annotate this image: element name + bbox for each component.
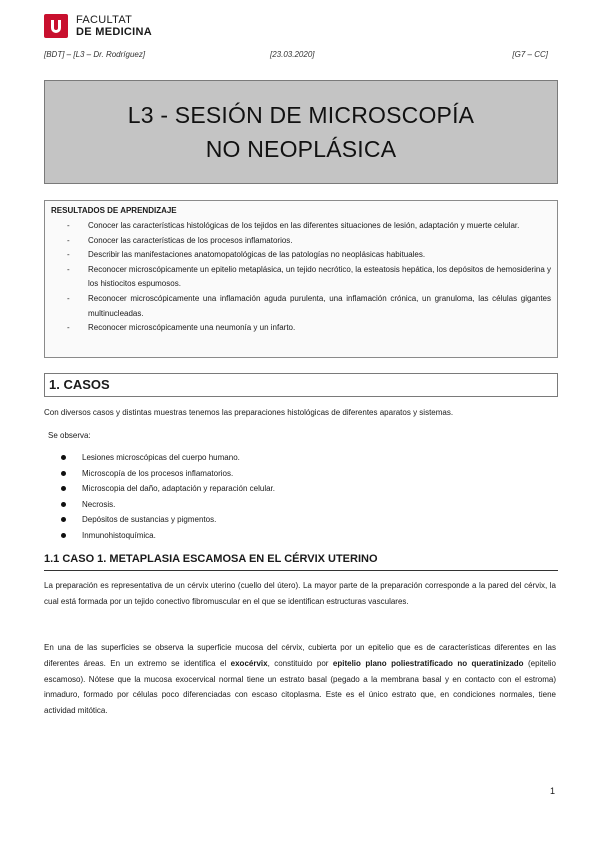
bullet-icon [61, 471, 66, 476]
document-title: L3 - SESIÓN DE MICROSCOPÍA NO NEOPLÁSICA [127, 102, 475, 162]
title-box [44, 80, 558, 184]
list-item: - Reconocer microscópicamente un epitelio metaplásica, un tejido necrótico, la esteatosis hepática, los depósitos de hemosiderina y los histiocitos espumosos. [67, 264, 551, 289]
logo-line-1: FACULTAT [76, 14, 133, 26]
term-exocervix: exocérvix [230, 658, 268, 668]
case1-heading: 1.1 CASO 1. METAPLASIA ESCAMOSA EN EL CÉRVIX UTERINO [44, 550, 558, 571]
list-item: - Conocer las características histológicas de los tejidos en las diferentes situaciones de lesión, adaptación y muerte celular. [67, 221, 520, 230]
bullet-icon [61, 502, 66, 507]
learning-outcomes-list [51, 219, 551, 336]
page-number: 1 [550, 786, 556, 796]
case1-paragraph-1: La preparación es representativa de un cérvix uterino (cuello del útero). La mayor parte de la preparación corresponde a la pared del cérvix, la cual está formada por un tejido conectivo fibromuscular en el que se identifican estructuras vasculares. [44, 581, 556, 606]
header-group: [G7 – CC] [512, 50, 548, 59]
list-item: - Describir las manifestaciones anatomopatológicas de las patologías no neoplásicas habituales. [67, 250, 426, 260]
se-observa-label: Se observa: [48, 431, 91, 440]
faculty-logo [44, 14, 152, 38]
logo-line-2: DE MEDICINA [76, 26, 153, 38]
learning-outcomes-heading: RESULTADOS DE APRENDIZAJE [51, 206, 177, 215]
list-item: Depósitos de sustancias y pigmentos. [44, 512, 544, 528]
section-intro: Con diversos casos y distintas muestras tenemos las preparaciones histológicas de diferentes aparatos y sistemas. [44, 408, 454, 417]
list-item: Necrosis. [44, 497, 544, 513]
list-item: - Reconocer microscópicamente una inflamación aguda purulenta, una inflamación crónica, un granuloma, las células gigantes multinucleadas. [67, 293, 551, 318]
university-logo-icon [44, 14, 68, 38]
case1-paragraph-2: En una de las superficies se observa la superficie mucosa del cérvix, cubierta por un epitelio que es de características diferentes en las diferentes áreas. En un extremo se identifica el exocérvix, constituido por epitelio plano poliestratificado no queratinizado (epitelio escamoso). Nótese que la mucosa exocervical normal tiene un estrato basal (pegado a la membrana basal y en contacto con el estroma) inmaduro, formado por células poco diferenciadas con escaso citoplasma. Este es el único estrato que, en condiciones normales, tiene actividad mitótica. [44, 643, 556, 716]
bullet-icon [61, 533, 66, 538]
list-item: Inmunohistoquímica. [44, 528, 544, 544]
header-date: [23.03.2020] [270, 50, 315, 59]
document-header [44, 50, 548, 64]
section-heading-casos: 1. CASOS [44, 373, 558, 397]
list-item: - Conocer las características de los procesos inflamatorios. [67, 235, 293, 245]
bullet-icon [61, 517, 66, 522]
header-course: [BDT] – [L3 – Dr. Rodríguez] [44, 50, 146, 59]
list-item: Microscopía de los procesos inflamatorios. [44, 466, 544, 482]
learning-outcomes-box [44, 200, 558, 358]
list-item: Lesiones microscópicas del cuerpo humano. [44, 450, 544, 466]
list-item: - Reconocer microscópicamente una neumonía y un infarto. [67, 323, 296, 333]
list-item: Microscopia del daño, adaptación y reparación celular. [44, 481, 544, 497]
term-epithelium: epitelio plano poliestratificado no queratinizado [332, 658, 524, 668]
observations-list [44, 450, 544, 544]
bullet-icon [61, 486, 66, 491]
bullet-icon [61, 455, 66, 460]
